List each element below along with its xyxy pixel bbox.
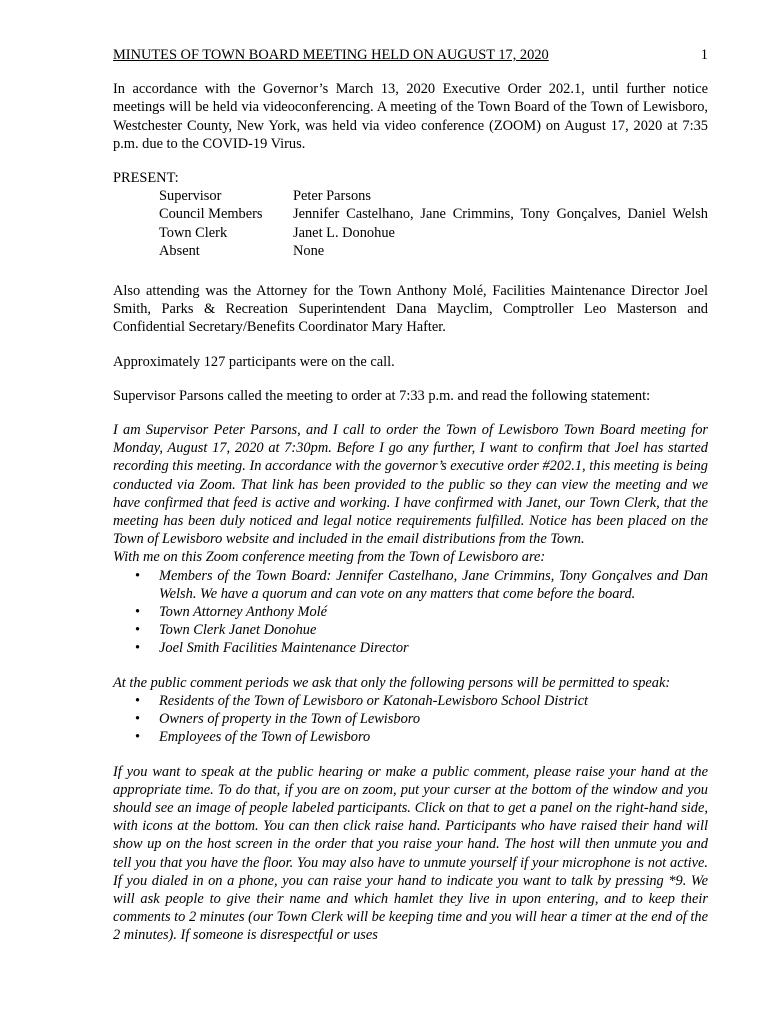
statement-public-comment: At the public comment periods we ask that only the following persons will be permitted to speak:	[113, 674, 671, 691]
roster-names: None	[293, 242, 325, 259]
roster-role: Council Members	[159, 206, 263, 223]
page-number: 1	[700, 47, 708, 63]
roster-row-town-clerk	[159, 224, 708, 242]
roster-role: Supervisor	[159, 188, 222, 205]
bullet-icon: •	[135, 640, 141, 657]
page-header	[113, 46, 708, 64]
bullet-icon: •	[135, 729, 141, 746]
list-item	[135, 710, 708, 728]
spacer	[113, 747, 708, 763]
present-label: PRESENT:	[113, 170, 179, 187]
list-item-text: Joel Smith Facilities Maintenance Director	[159, 640, 409, 657]
call-to-order-paragraph: Supervisor Parsons called the meeting to order at 7:33 p.m. and read the following statement:	[113, 387, 651, 404]
roster-names: Janet L. Donohue	[293, 224, 395, 241]
bullet-icon: •	[135, 622, 141, 639]
roster-role: Town Clerk	[159, 224, 228, 241]
spacer	[113, 658, 708, 674]
bullet-icon: •	[135, 692, 141, 709]
roster-role: Absent	[159, 242, 200, 259]
list-item-text: Town Attorney Anthony Molé	[159, 604, 328, 621]
also-attending-paragraph: Also attending was the Attorney for the Town Anthony Molé, Facilities Maintenance Director Joel Smith, Parks & Recreation Superintendent Dana Mayclim, Comptroller Leo Masterson and Confidential Secretary/Benefits Coordinator Mary Hafter.	[113, 283, 708, 336]
bullet-icon: •	[135, 604, 141, 621]
list-item	[135, 603, 708, 621]
intro-paragraph: In accordance with the Governor’s March 13, 2020 Executive Order 202.1, until further notice meetings will be held via videoconferencing. A meeting of the Town Board of the Town of Lewisboro, Westchester County, New York, was held via video conference (ZOOM) on August 17, 2020 at 7:35 p.m. due to the COVID-19 Virus.	[113, 81, 708, 152]
list-item	[135, 692, 708, 710]
participants-paragraph: Approximately 127 participants were on the call.	[113, 353, 395, 370]
attendance-roster	[159, 187, 708, 260]
roster-row-supervisor	[159, 187, 708, 205]
list-item-text: Town Clerk Janet Donohue	[159, 622, 317, 639]
roster-row-absent	[159, 242, 708, 260]
list-item-text: Employees of the Town of Lewisboro	[159, 729, 371, 746]
bullet-icon: •	[135, 711, 141, 728]
statement-with-me: With me on this Zoom conference meeting from the Town of Lewisboro are:	[113, 549, 546, 566]
list-item	[135, 639, 708, 657]
minutes-title: MINUTES OF TOWN BOARD MEETING HELD ON AUGUST 17, 2020	[113, 47, 549, 63]
statement-instructions: If you want to speak at the public hearing or make a public comment, please raise your hand at the appropriate time. To do that, if you are on zoom, put your curser at the bottom of the window and you should see an image of people labeled participants. Click on that to get a panel on the right-hand side, with icons at the bottom. You can then click raise hand. Participants who have raised their hand will show up on the host screen in the order that you raise your hand. The host will then unmute you and tell you that you have the floor. You may also have to unmute yourself if your microphone is not active. If you dialed in on a phone, you can raise your hand to indicate you want to talk by pressing *9. We will ask people to give their name and which hamlet they live in upon entering, and to keep their comments to 2 minutes (our Town Clerk will be keeping time and you will hear a timer at the end of the 2 minutes). If someone is disrespectful or uses	[113, 763, 708, 944]
roster-names: Peter Parsons	[293, 188, 371, 205]
list-item	[135, 728, 708, 746]
list-item	[135, 621, 708, 639]
with-me-list	[113, 567, 708, 658]
bullet-icon: •	[135, 567, 141, 584]
list-item-text: Members of the Town Board: Jennifer Castelhano, Jane Crimmins, Tony Gonçalves and Dan Welsh. We have a quorum and can vote on any matters that come before the board.	[159, 567, 708, 602]
roster-row-council-members	[159, 205, 708, 223]
list-item	[135, 567, 708, 603]
list-item-text: Owners of property in the Town of Lewisboro	[159, 711, 421, 728]
roster-names: Jennifer Castelhano, Jane Crimmins, Tony Gonçalves, Daniel Welsh	[293, 206, 708, 223]
statement-opening: I am Supervisor Peter Parsons, and I call to order the Town of Lewisboro Town Board meeting for Monday, August 17, 2020 at 7:30pm. Before I go any further, I want to confirm that Joel has started recording this meeting. In accordance with the governor’s executive order #202.1, this meeting is being conducted via Zoom. That link has been provided to the public so they can view the meeting and we have confirmed that feed is active and working. I have confirmed with Janet, our Town Clerk, that the meeting has been duly noticed and legal notice requirements fulfilled. Notice has been placed on the Town of Lewisboro website and included in the email distributions from the Town.	[113, 422, 708, 548]
supervisor-statement	[113, 421, 708, 944]
public-comment-list	[113, 692, 708, 747]
list-item-text: Residents of the Town of Lewisboro or Katonah-Lewisboro School District	[159, 692, 588, 709]
